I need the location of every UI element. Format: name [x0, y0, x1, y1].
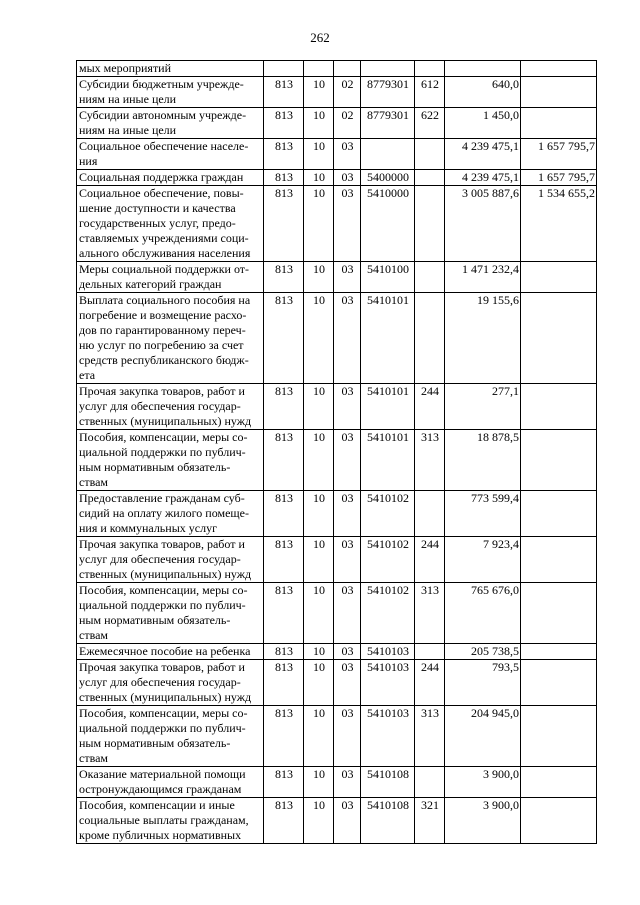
- table-row: [77, 537, 597, 583]
- cell-ved: 813: [264, 660, 304, 706]
- cell-pr: 03: [334, 491, 361, 537]
- table-row: [77, 767, 597, 798]
- cell-ved: 813: [264, 491, 304, 537]
- cell-name: Меры социальной поддержки от- дельных категорий граждан: [77, 262, 264, 293]
- cell-sum-2: 1 534 655,2: [521, 186, 597, 262]
- table-row: [77, 139, 597, 170]
- cell-name: Предоставление гражданам суб- сидий на оплату жилого помеще- ния и коммунальных услуг: [77, 491, 264, 537]
- cell-sum-2: [521, 384, 597, 430]
- table-row: [77, 583, 597, 644]
- cell-pr: 03: [334, 186, 361, 262]
- cell-sum-1: 204 945,0: [445, 706, 521, 767]
- cell-sum-1: 3 900,0: [445, 767, 521, 798]
- cell-sum-2: [521, 660, 597, 706]
- cell-ved: 813: [264, 170, 304, 186]
- cell-ved: 813: [264, 798, 304, 844]
- cell-rz: 10: [304, 706, 334, 767]
- cell-name: Оказание материальной помощи остронуждающимся гражданам: [77, 767, 264, 798]
- cell-sum-2: [521, 61, 597, 77]
- cell-pr: 03: [334, 139, 361, 170]
- cell-csr: 5410101: [361, 293, 415, 384]
- cell-ved: 813: [264, 767, 304, 798]
- cell-sum-1: 3 900,0: [445, 798, 521, 844]
- cell-rz: 10: [304, 139, 334, 170]
- cell-ved: 813: [264, 293, 304, 384]
- cell-sum-1: 640,0: [445, 77, 521, 108]
- table-row: [77, 491, 597, 537]
- cell-csr: 8779301: [361, 108, 415, 139]
- cell-ved: 813: [264, 139, 304, 170]
- table-row: [77, 384, 597, 430]
- cell-sum-1: 4 239 475,1: [445, 170, 521, 186]
- cell-ved: 813: [264, 644, 304, 660]
- cell-sum-2: [521, 77, 597, 108]
- cell-sum-1: 3 005 887,6: [445, 186, 521, 262]
- cell-rz: 10: [304, 170, 334, 186]
- cell-sum-2: [521, 293, 597, 384]
- cell-vr: 622: [415, 108, 445, 139]
- cell-vr: [415, 139, 445, 170]
- cell-rz: 10: [304, 660, 334, 706]
- table-row: [77, 798, 597, 844]
- cell-sum-1: 19 155,6: [445, 293, 521, 384]
- table-row: [77, 644, 597, 660]
- cell-pr: 03: [334, 798, 361, 844]
- cell-vr: 612: [415, 77, 445, 108]
- page-number: 262: [310, 30, 330, 45]
- table-body: [77, 61, 597, 844]
- cell-csr: 8779301: [361, 77, 415, 108]
- cell-sum-2: [521, 491, 597, 537]
- cell-vr: 313: [415, 583, 445, 644]
- cell-csr: 5410000: [361, 186, 415, 262]
- cell-ved: 813: [264, 77, 304, 108]
- cell-ved: 813: [264, 537, 304, 583]
- cell-rz: 10: [304, 798, 334, 844]
- cell-pr: 03: [334, 430, 361, 491]
- table-row: [77, 186, 597, 262]
- cell-rz: 10: [304, 491, 334, 537]
- cell-ved: 813: [264, 186, 304, 262]
- cell-pr: 03: [334, 583, 361, 644]
- cell-name: Прочая закупка товаров, работ и услуг для обеспечения государ- ственных (муниципальных) нужд: [77, 384, 264, 430]
- cell-sum-1: 4 239 475,1: [445, 139, 521, 170]
- cell-rz: 10: [304, 767, 334, 798]
- cell-rz: 10: [304, 108, 334, 139]
- cell-sum-2: [521, 767, 597, 798]
- table-row: [77, 170, 597, 186]
- cell-vr: 244: [415, 384, 445, 430]
- cell-csr: 5410103: [361, 660, 415, 706]
- cell-sum-2: 1 657 795,7: [521, 170, 597, 186]
- table-row: [77, 61, 597, 77]
- cell-ved: [264, 61, 304, 77]
- cell-csr: 5410102: [361, 537, 415, 583]
- cell-vr: [415, 293, 445, 384]
- cell-rz: 10: [304, 537, 334, 583]
- cell-name: Пособия, компенсации, меры со- циальной поддержки по публич- ным нормативным обязатель- ствам: [77, 706, 264, 767]
- cell-pr: 03: [334, 537, 361, 583]
- cell-csr: [361, 61, 415, 77]
- cell-sum-2: [521, 430, 597, 491]
- cell-sum-1: 277,1: [445, 384, 521, 430]
- cell-name: Выплата социального пособия на погребение и возмещение расхо- дов по гарантированному переч- ню услуг по погребению за счет средств республиканского бюдж- ета: [77, 293, 264, 384]
- table-row: [77, 108, 597, 139]
- cell-ved: 813: [264, 706, 304, 767]
- cell-rz: 10: [304, 186, 334, 262]
- cell-sum-1: 1 471 232,4: [445, 262, 521, 293]
- cell-name: мых мероприятий: [77, 61, 264, 77]
- cell-name: Пособия, компенсации и иные социальные выплаты гражданам, кроме публичных нормативных: [77, 798, 264, 844]
- cell-name: Ежемесячное пособие на ребенка: [77, 644, 264, 660]
- cell-vr: 321: [415, 798, 445, 844]
- cell-sum-1: [445, 61, 521, 77]
- cell-csr: 5410103: [361, 706, 415, 767]
- cell-rz: 10: [304, 77, 334, 108]
- cell-csr: 5410100: [361, 262, 415, 293]
- table-row: [77, 430, 597, 491]
- cell-sum-2: [521, 644, 597, 660]
- budget-table: [76, 60, 597, 844]
- table-row: [77, 77, 597, 108]
- cell-ved: 813: [264, 108, 304, 139]
- cell-pr: 03: [334, 293, 361, 384]
- cell-name: Прочая закупка товаров, работ и услуг для обеспечения государ- ственных (муниципальных) нужд: [77, 537, 264, 583]
- cell-sum-2: [521, 798, 597, 844]
- table-row: [77, 293, 597, 384]
- cell-sum-1: 765 676,0: [445, 583, 521, 644]
- cell-pr: 02: [334, 108, 361, 139]
- cell-ved: 813: [264, 430, 304, 491]
- table-row: [77, 706, 597, 767]
- cell-pr: 03: [334, 170, 361, 186]
- cell-pr: 03: [334, 706, 361, 767]
- cell-pr: 03: [334, 767, 361, 798]
- cell-pr: 03: [334, 262, 361, 293]
- cell-csr: 5410101: [361, 430, 415, 491]
- cell-sum-2: [521, 262, 597, 293]
- cell-pr: 03: [334, 660, 361, 706]
- cell-name: Субсидии автономным учрежде- ниям на иные цели: [77, 108, 264, 139]
- cell-sum-1: 205 738,5: [445, 644, 521, 660]
- cell-ved: 813: [264, 583, 304, 644]
- cell-vr: [415, 767, 445, 798]
- cell-rz: 10: [304, 293, 334, 384]
- cell-vr: [415, 186, 445, 262]
- cell-sum-1: 793,5: [445, 660, 521, 706]
- cell-sum-2: 1 657 795,7: [521, 139, 597, 170]
- cell-ved: 813: [264, 262, 304, 293]
- cell-csr: 5410102: [361, 583, 415, 644]
- cell-name: Социальная поддержка граждан: [77, 170, 264, 186]
- cell-rz: [304, 61, 334, 77]
- cell-rz: 10: [304, 384, 334, 430]
- cell-vr: [415, 262, 445, 293]
- cell-pr: [334, 61, 361, 77]
- cell-name: Субсидии бюджетным учрежде- ниям на иные цели: [77, 77, 264, 108]
- cell-pr: 03: [334, 644, 361, 660]
- cell-name: Пособия, компенсации, меры со- циальной поддержки по публич- ным нормативным обязатель- ствам: [77, 430, 264, 491]
- cell-csr: [361, 139, 415, 170]
- cell-pr: 03: [334, 384, 361, 430]
- cell-vr: 313: [415, 430, 445, 491]
- cell-sum-1: 7 923,4: [445, 537, 521, 583]
- cell-sum-2: [521, 706, 597, 767]
- cell-name: Пособия, компенсации, меры со- циальной поддержки по публич- ным нормативным обязатель- ствам: [77, 583, 264, 644]
- cell-sum-1: 18 878,5: [445, 430, 521, 491]
- cell-name: Социальное обеспечение, повы- шение доступности и качества государственных услуг, предо- ставляемых учреждениями соци- ального обслуживания населения: [77, 186, 264, 262]
- cell-vr: 244: [415, 660, 445, 706]
- cell-rz: 10: [304, 644, 334, 660]
- cell-name: Прочая закупка товаров, работ и услуг для обеспечения государ- ственных (муниципальных) нужд: [77, 660, 264, 706]
- table-row: [77, 660, 597, 706]
- cell-csr: 5400000: [361, 170, 415, 186]
- cell-rz: 10: [304, 262, 334, 293]
- cell-csr: 5410108: [361, 798, 415, 844]
- cell-vr: [415, 61, 445, 77]
- cell-csr: 5410102: [361, 491, 415, 537]
- cell-sum-2: [521, 537, 597, 583]
- cell-vr: 244: [415, 537, 445, 583]
- cell-vr: [415, 644, 445, 660]
- cell-rz: 10: [304, 430, 334, 491]
- cell-ved: 813: [264, 384, 304, 430]
- table-row: [77, 262, 597, 293]
- cell-csr: 5410101: [361, 384, 415, 430]
- cell-csr: 5410108: [361, 767, 415, 798]
- cell-csr: 5410103: [361, 644, 415, 660]
- cell-sum-1: 1 450,0: [445, 108, 521, 139]
- cell-rz: 10: [304, 583, 334, 644]
- cell-pr: 02: [334, 77, 361, 108]
- cell-vr: [415, 170, 445, 186]
- cell-vr: 313: [415, 706, 445, 767]
- cell-sum-2: [521, 108, 597, 139]
- cell-name: Социальное обеспечение населе- ния: [77, 139, 264, 170]
- cell-vr: [415, 491, 445, 537]
- cell-sum-2: [521, 583, 597, 644]
- cell-sum-1: 773 599,4: [445, 491, 521, 537]
